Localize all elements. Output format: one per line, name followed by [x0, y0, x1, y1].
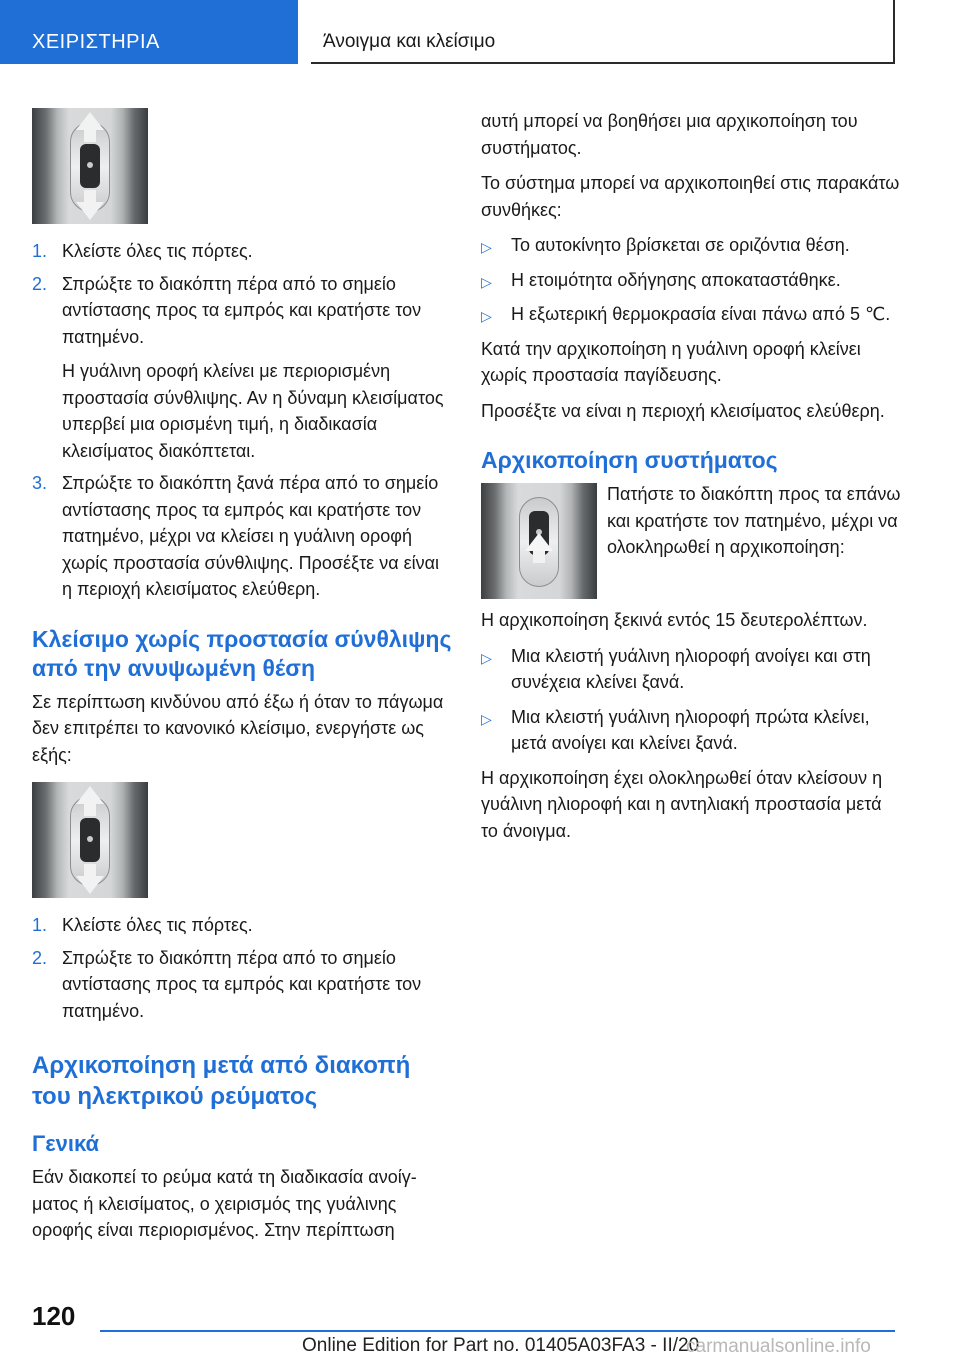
list-item: ▷ Μια κλειστή γυάλινη ηλιοροφή πρώτα κλείνει, μετά ανοίγει και κλείνει ξανά.	[481, 706, 870, 753]
triangle-bullet-icon: ▷	[481, 239, 492, 255]
arrow-up-icon	[76, 786, 104, 804]
list-item: ▷ Μια κλειστή γυάλινη ηλιοροφή ανοίγει και στη συνέχεια κλείνει ξανά.	[481, 645, 871, 692]
steps-list-2	[32, 912, 452, 1024]
list-item: 2. Σπρώξτε το διακόπτη πέρα από το σημείο αντίστασης προς τα εμπρός και κρατήστε τον πατημένο.	[32, 947, 422, 1021]
paragraph: Κατά την αρχικοποίηση η γυάλινη οροφή κλείνει χωρίς προστασία παγίδευσης.	[481, 338, 861, 385]
list-item: 3. Σπρώξτε το διακόπτη ξανά πέρα από το σημείο αντίστασης προς τα εμπρός και κρατήστε τον πατημένο, μέχρι να κλείσει η γυάλινη οροφή χωρίς προστασία σύνθλιψης. Προσέξτε να είναι η περιοχή κλεισίματος ελεύθερη.	[32, 473, 440, 599]
footer-divider	[100, 1330, 895, 1332]
triangle-bullet-icon: ▷	[481, 308, 492, 324]
list-item: ▷ Η εξωτερική θερμοκρασία είναι πάνω από 5 ℃.	[481, 301, 901, 328]
triangle-bullet-icon: ▷	[481, 273, 492, 290]
conditions-list	[481, 232, 901, 328]
switch-illustration-2	[32, 782, 148, 898]
switch-illustration-3	[481, 483, 597, 599]
paragraph: Εάν διακοπεί το ρεύμα κατά τη διαδικασία ανοίγματος ή κλεισίματος, ο χειρισμός της γυάλινης οροφής είναι περιορισμένος. Στην περίπτωση	[32, 1167, 417, 1240]
list-item: ▷ Η ετοιμότητα οδήγησης αποκαταστάθηκε.	[481, 267, 901, 294]
list-item: ▷ Το αυτοκίνητο βρίσκεται σε οριζόντια θέση.	[481, 232, 901, 259]
arrow-up-icon	[76, 112, 104, 130]
initialization-list	[481, 643, 901, 757]
section-tab	[0, 0, 298, 64]
left-column	[32, 108, 452, 1253]
page-number: 120	[32, 1301, 76, 1331]
heading-close-without-protection: Κλείσιμο χωρίς προστασία σύνθλιψης από την ανυψωμένη θέση	[32, 625, 452, 681]
paragraph: Η αρχικοποίηση έχει ολοκληρωθεί όταν κλείσουν η γυάλινη ηλιοροφή και η αντηλιακή προστασία μετά το άνοιγμα.	[481, 767, 883, 841]
list-item: 1. Κλείστε όλες τις πόρτες.	[32, 915, 253, 935]
right-column	[481, 108, 901, 853]
arrow-up-icon	[525, 533, 553, 551]
paragraph: Η αρχικοποίηση ξεκινά εντός 15 δευτερολέπτων.	[481, 610, 868, 630]
chapter-title: Άνοιγμα και κλείσιμο	[323, 31, 496, 52]
chapter-header	[311, 0, 895, 64]
list-item: 1. Κλείστε όλες τις πόρτες.	[32, 241, 253, 261]
paragraph: αυτή μπορεί να βοηθήσει μια αρχικοποίηση του συστήματος.	[481, 111, 858, 158]
triangle-bullet-icon: ▷	[481, 710, 492, 727]
heading-general: Γενικά	[32, 1131, 100, 1156]
edition-text: Online Edition for Part no. 01405A03FA3 - II/20	[302, 1335, 700, 1356]
paragraph: Το σύστημα μπορεί να αρχικοποιηθεί στις παρακάτω συνθήκες:	[481, 173, 900, 220]
arrow-down-icon	[76, 202, 104, 220]
heading-initialization-after-power-loss: Αρχικοποίηση μετά από διακοπή του ηλεκτρικού ρεύματος	[32, 1052, 411, 1110]
watermark: carmanualsonline.info	[686, 1336, 871, 1357]
paragraph: Προσέξτε να είναι η περιοχή κλεισίματος ελεύθερη.	[481, 400, 885, 421]
paragraph: Σε περίπτωση κινδύνου από έξω ή όταν το πάγωμα δεν επιτρέπει το κανονικό κλείσιμο, ενεργήστε ως εξής:	[32, 691, 444, 765]
arrow-down-icon	[76, 876, 104, 894]
heading-system-initialization: Αρχικοποίηση συστήματος	[481, 447, 778, 473]
switch-illustration-1	[32, 108, 148, 224]
list-item: 2. Σπρώξτε το διακόπτη πέρα από το σημείο αντίστασης προς τα εμπρός και κρατήστε τον πατημένο. Η γυάλινη οροφή κλείνει με περιορισμένη προστασία σύνθλιψης. Αν η δύναμη κλεισίματος υπερβεί μια ορισμένη τιμή, η διαδικασία κλεισίματος διακόπτεται.	[32, 273, 444, 461]
triangle-bullet-icon: ▷	[481, 649, 492, 666]
steps-list-1	[32, 238, 452, 603]
section-title: ΧΕΙΡΙΣΤΗΡΙΑ	[32, 31, 160, 53]
paragraph: Πατήστε το διακόπτη προς τα επάνω και κρατήστε τον πατημένο, μέχρι να ολοκληρωθεί η αρχικοποίηση:	[607, 484, 901, 557]
